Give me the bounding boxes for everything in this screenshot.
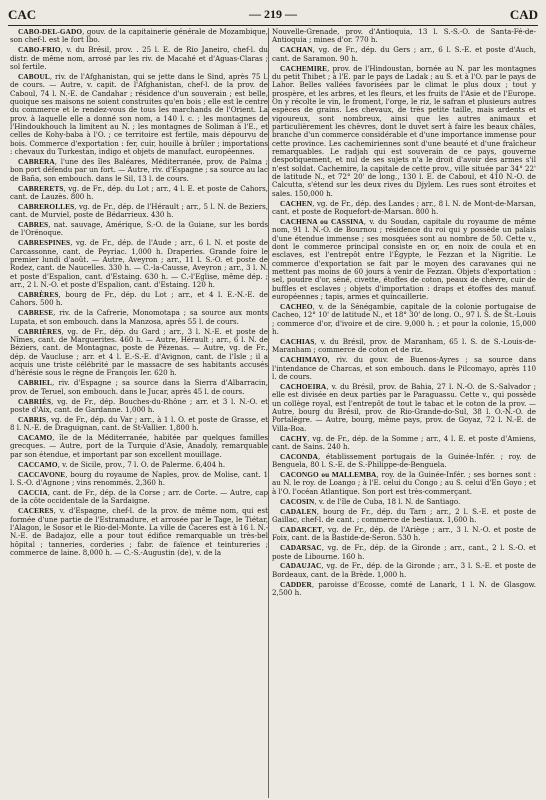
dictionary-entry <box>10 434 268 459</box>
dictionary-entry <box>10 73 268 156</box>
dictionary-entry <box>10 309 268 326</box>
entry-text: , prov. de l'Hindoustan, bornée au N. par les montagnes du petit Thibet ; à l'E. par le pays de Ladak ; au S. et à l'O. par le pays de Lahor. Belles vallées favorisées par le climat le plus doux ; tout y prospère, et les arbres, et les fleurs, et les fruits de l'Asie et de l'Europe. On y récolte le vin, le froment, l'orge, le riz, le safran et plusieurs autres espèces de grains. Les chevaux, de très petite taille, mais ardents et vigoureux, sont nombreux, ainsi que les autres animaux et particulièrement les chèvres, dont le duvet sert à faire les beaux châles, branche d'un commerce considérable et d'une importance immense pour cette province. Les cachemiriennes sont d'une beauté et d'une fraîcheur remarquables. Le radjah qui est souverain de ce pays, gouverne despotiquement, et nul de ses sujets n'a le droit d'avoir des armes s'il n'est soldat. Cachemire, la capitale de cette prov., ville située par 34° 22' de latitude N., et 72° 20' de long., 130 l. E. de Caboul, et 410 N.-O. de Calcutta, s'étend sur les deux rives du Djylem. Les rues sont étroites et sales. 150,000 h. <box>272 63 536 198</box>
entry-headword: CABRESE <box>18 308 54 318</box>
entry-headword: CACHIAS <box>280 336 315 346</box>
dictionary-entry <box>10 398 268 415</box>
entry-headword: CACHEN <box>280 198 313 208</box>
entry-headword: CACHAN <box>280 45 313 55</box>
entry-text: , v. du Brésil, prov. . 25 l. E. de Rio Janeiro, chef-l. du distr. de même nom, arrosé par les riv. de Macahé et d'Aguas-Claras ; sol fertile. <box>10 45 268 71</box>
dictionary-entry <box>272 218 536 301</box>
entry-text: , v. du Soudan, capitale du royaume de même nom, 91 l. N.-O. de Bournou ; résidence du roi qui y possède un palais d'une étendue immense ; ses mosquées sont au nombre de 50. Cette v., dont le commerce principal consiste en or, en noix de coula et en esclaves, est l'entrepôt entre l'Égypte, le Fezzan et la Nigritie. Le commerce d'exportation se fait par le moyen des caravanes qui ne mettent pas moins de 60 jours à venir de Fezzan. Objets d'exportation : sel, poudre d'or, séné, civette, étoffes de coton, peaux de chèvre, cuir de buffles et esclaves ; objets d'importation : draps et étoffes des manuf. européennes ; tapis, armes et quincaillerie. <box>272 216 536 302</box>
dictionary-entry <box>10 379 268 396</box>
entry-headword: CACAMO <box>18 433 53 443</box>
dictionary-entry <box>272 544 536 561</box>
entry-headword: CACHEMIRE <box>280 63 328 73</box>
entry-text: , vg. de Fr., dép. de l'Aude ; arr., 6 l. N. et poste de Carcassonne, cant. de Peyriac. 1,000 h. Draperies. Grande foire le premier lundi d'août. — Autre, Aveyron ; arr., 11 l. S.-O. et poste de Rodez, cant. de Naucelles. 330 h. — C.-la-Causse, Aveyron ; arr., 3 l. N. et poste d'Espalion, cant. d'Estaing. 630 h. — C.-l'Eglise, même dép. ; arr., 2 l. N.-O. et poste d'Espalion, cant. d'Estaing. 120 h. <box>10 238 268 290</box>
entry-headword: CABRÈRES <box>18 290 59 300</box>
entry-headword: CACONGO ou MALLEMBA <box>280 470 377 480</box>
entry-text: Nouvelle-Grenade, prov. d'Antioquia, 13 l. S.-S.-O. de Santa-Fé-de-Antioquia ; mines d'or. 770 h. <box>272 28 536 45</box>
entry-text: , riv. du gouv. de Buenos-Ayres ; sa source dans l'intendance de Charcas, et son embouch. dans le Pilcomayo, après 110 l. de cours. <box>272 355 536 381</box>
dictionary-entry <box>10 203 268 220</box>
dictionary-entry <box>272 28 536 45</box>
running-head <box>8 4 538 26</box>
entry-headword: CACHEO <box>280 301 313 311</box>
entry-headword: CADALEN <box>280 506 317 516</box>
dictionary-entry <box>272 435 536 452</box>
entry-headword: CADAUJAC <box>280 561 322 571</box>
dictionary-entry <box>10 461 268 469</box>
entry-text: , v. d'Espagne, chef-l. de la prov. de même nom, qui est formée d'une partie de l'Estramadure, et arrosée par le Tage, le Tiétar, l'Alagon, le Sosor et le Rio-del-Monte. La ville de Caceres est à 16 l. N.-N.-E. de Badajoz, elle a pour tout édifice remarquable un très-bel hôpital ; tanneries, corderies ; fabr. de faïence et teintureries ; commerce de laine. 8,000 h. — C.-S.-Augustin (de), v. de la <box>10 506 268 557</box>
dictionary-entry <box>272 65 536 199</box>
entry-text: , vg. de Fr., dép. du Gard ; arr., 3 l. N.-E. et poste de Nîmes, cant. de Marguerites. 460 h. — Autre, Hérault ; arr., 6 l. N. de Béziers, cant. de Montagnac, poste de Pézenas. — Autre, vg. de Fr., dép. de Vaucluse ; arr. et 4 l. E.-S.-E. d'Avignon, cant. de l'Isle ; il a acquis une triste célébrité par le massacre de ses habitants accusés d'hérésie sous le règne de François Ier. 620 h. <box>10 326 268 378</box>
entry-text: , v. du Brésil, prov. de Maranham, 65 l. S. de S.-Louis-de-Maranham ; commerce de coton et de riz. <box>272 336 536 355</box>
entry-text: , v. de la Sénégambie, capitale de la colonie portugaise de Cacheo, 12° 10' de latitude N., et 18° 30' de long. O., 97 l. S. de St.-Louis ; commerce d'or, d'ivoire et de cire. 9,000 h. ; et pour la colonie, 15,000 h. <box>272 301 536 336</box>
dictionary-entry <box>272 338 536 355</box>
dictionary-entry <box>272 356 536 381</box>
entry-text: , nat. sauvage, Amérique, S.-O. de la Guiane, sur les bords de l'Orénoque. <box>10 220 268 238</box>
dictionary-entry <box>272 562 536 579</box>
entry-headword: CACHOEIRA <box>280 381 327 391</box>
entry-headword: CACHENA ou CASSINA <box>280 216 364 226</box>
entry-text: , bourg du royaume de Naples, prov. de Molise, cant. 1 l. S.-O. d'Agnone ; vins renommés. 2,360 h. <box>10 469 268 488</box>
entry-headword: CACHIMAYO <box>280 355 328 365</box>
dictionary-entry <box>272 498 536 506</box>
entry-text: , bourg de Fr., dép. du Tarn ; arr., 2 l. S.-E. et poste de Gaillac, chef-l. de cant. ; commerce de bestiaux. 1,600 h. <box>272 506 536 524</box>
entry-text: , riv. d'Espagne ; sa source dans la Sierra d'Albarracin, prov. de Teruel, son embouch. dans le Jucar, après 45 l. de cours. <box>10 378 268 396</box>
dictionary-entry <box>272 526 536 543</box>
entry-headword: CACCIA <box>18 487 48 497</box>
entry-text: , vg. de Fr., dép. de l'Hérault ; arr., 5 l. N. de Beziers, cant. de Murviel, poste de Bédarrieux. 430 h. <box>10 201 268 220</box>
entry-text: , île de la Méditerranée, habitée par quelques familles grecques. — Autre, port de la Turquie d'Asie, Anadoly, remarquable par son étendue, et important par son excellent mouillage. <box>10 433 268 459</box>
header-left-guideword: CAC <box>8 7 37 22</box>
header-right-guideword: CAD <box>509 7 538 22</box>
entry-headword: CACERES <box>18 506 54 516</box>
dictionary-entry <box>10 185 268 202</box>
dictionary-entry <box>272 453 536 470</box>
dictionary-entry <box>10 471 268 488</box>
entry-text: , vg. de Fr., dép. de la Gironde ; arr., cant., 2 l. S.-O. et poste de Libourne. 160 h. <box>272 543 536 561</box>
dictionary-entry <box>10 46 268 71</box>
entry-text: , v. de l'île de Cuba, 18 l. N. de Santiago. <box>314 496 461 506</box>
entry-headword: CACOSIN <box>280 496 315 506</box>
entry-headword: CABRIEL <box>18 378 52 388</box>
entry-headword: CACCAVONE <box>18 469 66 479</box>
entry-text: , vg. de Fr., dép. de l'Ariège ; arr., 3 l. N.-O. et poste de Foix, cant. de la Bastide-de-Seron. 530 h. <box>272 524 536 543</box>
entry-text: , v. du Brésil, prov. de Bahia, 27 l. N.-O. de S.-Salvador ; elle est divisée en deux parties par le Paraguassu. Cette v., qui possède un collège royal, est l'entrepôt de tout le tabac et le coton de la prov. — Autre, bourg du Brésil, prov. de Rio-Grande-do-Sul, 38 l. O.-N.-O. de Portalègre. — Autre, bourg, même pays, prov. de Goyaz, 72 l. N.-E. de Villa-Boa. <box>272 381 536 433</box>
entry-headword: CABOUL <box>18 71 50 81</box>
entry-text: , vg. de Fr., dép. du Var ; arr., à 1 l. O. et poste de Grasse, et 8 l. N.-E. de Draguignan, cant. de St-Vallier. 1,800 h. <box>10 414 268 433</box>
entry-text: , l'une des îles Baléares, Méditerranée, prov. de Palma ; bon port défendu par un fort. — Autre, riv. d'Espagne ; sa source au lac de Baña, son embouch. dans le Sil, 13 l. de cours. <box>10 156 268 183</box>
entry-text: , vg. de Fr., dép. du Gers ; arr., 6 l. S.-E. et poste d'Auch, cant. de Saramon. 90 h. <box>272 45 536 63</box>
dictionary-entry <box>272 581 536 598</box>
dictionary-entry <box>272 508 536 525</box>
entry-text: , vg. de Fr., dép. du Lot ; arr., 4 l. E. et poste de Cahors, cant. de Lauzès. 800 h. <box>10 183 268 201</box>
dictionary-entry <box>272 383 536 433</box>
entry-text: , bourg de Fr., dép. du Lot ; arr., et 4 l. E.-N.-E. de Cahors. 500 h. <box>10 290 268 308</box>
dictionary-entry <box>10 291 268 308</box>
dictionary-entry <box>272 200 536 217</box>
dictionary-entry <box>10 416 268 433</box>
dictionary-entry <box>272 303 536 336</box>
entry-headword: CACONDA <box>280 451 318 461</box>
entry-headword: CABREROLLES <box>18 201 75 211</box>
dictionary-entry <box>10 507 268 557</box>
entry-headword: CABO-DEL-GADO <box>18 28 83 36</box>
entry-headword: CABRESPINES <box>18 238 71 248</box>
entry-text: , roy. de la Guinée-Infér. ; ses bornes sont : au N. le roy. de Loango ; à l'E. celui du Congo ; au S. celui d'En Goyo ; et à l'O. l'océan Atlantique. Son port est très-commerçant. <box>272 470 536 496</box>
entry-text: , riv. de l'Afghanistan, qui se jette dans le Sind, après 75 l. de cours. — Autre, v. capit. de l'Afghanistan, chef-l. de la prov. de Caboul, 74 l. N.-E. de Candahar ; résidence d'un souverain ; est belle, quoique ses maisons ne soient construites qu'en bois ; elle est le centre du commerce et le rendez-vous de tous les marchands de l'Orient. La prov. à laquelle elle a donné son nom, a 140 l. c. ; les montagnes de l'Hindoukhouch la limitent au N. ; les montagnes de Soliman à l'E., et celles de Kohy-baba à l'O. ; ce territoire est fertile, mais dépourvu de bois. Commerce d'exportation : fer, cuir, houille à brûler ; importations : chevaux du Turkestan, indigo et objets de manufact. européennes. <box>10 71 268 156</box>
entry-headword: CABRERETS <box>18 183 64 193</box>
dictionary-entry <box>272 46 536 63</box>
entry-headword: CADDER <box>280 579 312 589</box>
entry-headword: CABRIÈRES <box>18 326 62 336</box>
entry-text: , vg. de Fr., dép. Bouches-du-Rhône ; arr. et 3 l. N.-O. et poste d'Aix, cant. de Gardanne. 1,000 h. <box>10 396 268 414</box>
entry-headword: CABRIÈS <box>18 396 52 406</box>
entry-text: , v. de Sicile, prov., 7 l. O. de Palerme. 6,404 h. <box>57 459 226 469</box>
dictionary-entry <box>10 239 268 289</box>
dictionary-entry <box>10 328 268 378</box>
header-rule <box>8 25 538 26</box>
entry-text: , gouv. de la capitainerie générale de Mozambique, son chef-l. est le fort Ibo. <box>10 28 268 45</box>
dictionary-entry <box>10 221 268 238</box>
column-divider <box>268 28 269 798</box>
right-column <box>272 28 536 798</box>
entry-headword: CABRES <box>18 220 49 230</box>
entry-text: , vg. de Fr., dép. de la Somme ; arr., 4 l. E. et poste d'Amiens, cant. de Sains. 240 h. <box>272 433 536 451</box>
entry-headword: CADARCET <box>280 524 323 534</box>
entry-text: , vg. de Fr., dép. des Landes ; arr., 8 l. N. de Mont-de-Marsan, cant. et poste de Roquefort-de-Marsan. 800 h. <box>272 198 536 216</box>
entry-text: , vg. de Fr., dép. de la Gironde ; arr., 3 l. S.-E. et poste de Bordeaux, cant. de la Brède. 1,000 h. <box>272 561 536 579</box>
left-column <box>10 28 268 798</box>
entry-headword: CABRERA <box>18 156 55 166</box>
entry-headword: CABO-FRIO <box>18 45 61 55</box>
dictionary-entry <box>10 489 268 506</box>
dictionary-entry <box>10 28 268 45</box>
page-number: — 219 — <box>249 7 297 21</box>
entry-text: , riv. de la Cafrerie, Monomotapa ; sa source aux monts Lupata, et son embouch. dans la Manzosa, après 55 l. de cours. <box>10 308 268 326</box>
entry-headword: CABRIS <box>18 414 47 424</box>
dictionary-entry <box>10 158 268 183</box>
entry-headword: CADARSAC <box>280 543 322 553</box>
entry-headword: CACCAMO <box>18 459 58 469</box>
entry-text: , paroisse d'Ecosse, comté de Lanark, 1 l. N. de Glasgow. 2,500 h. <box>272 579 536 598</box>
entry-headword: CACHY <box>280 433 308 443</box>
dictionary-entry <box>272 471 536 496</box>
entry-text: , établissement portugais de la Guinée-Infér. ; roy. de Benguela, 80 l. S.-E. de S.-Philippe-de-Benguela. <box>272 451 536 470</box>
entry-text: , cant. de Fr., dép. de la Corse ; arr. de Corte. — Autre, cap de la côte occidentale de la Sardaigne. <box>10 487 268 506</box>
